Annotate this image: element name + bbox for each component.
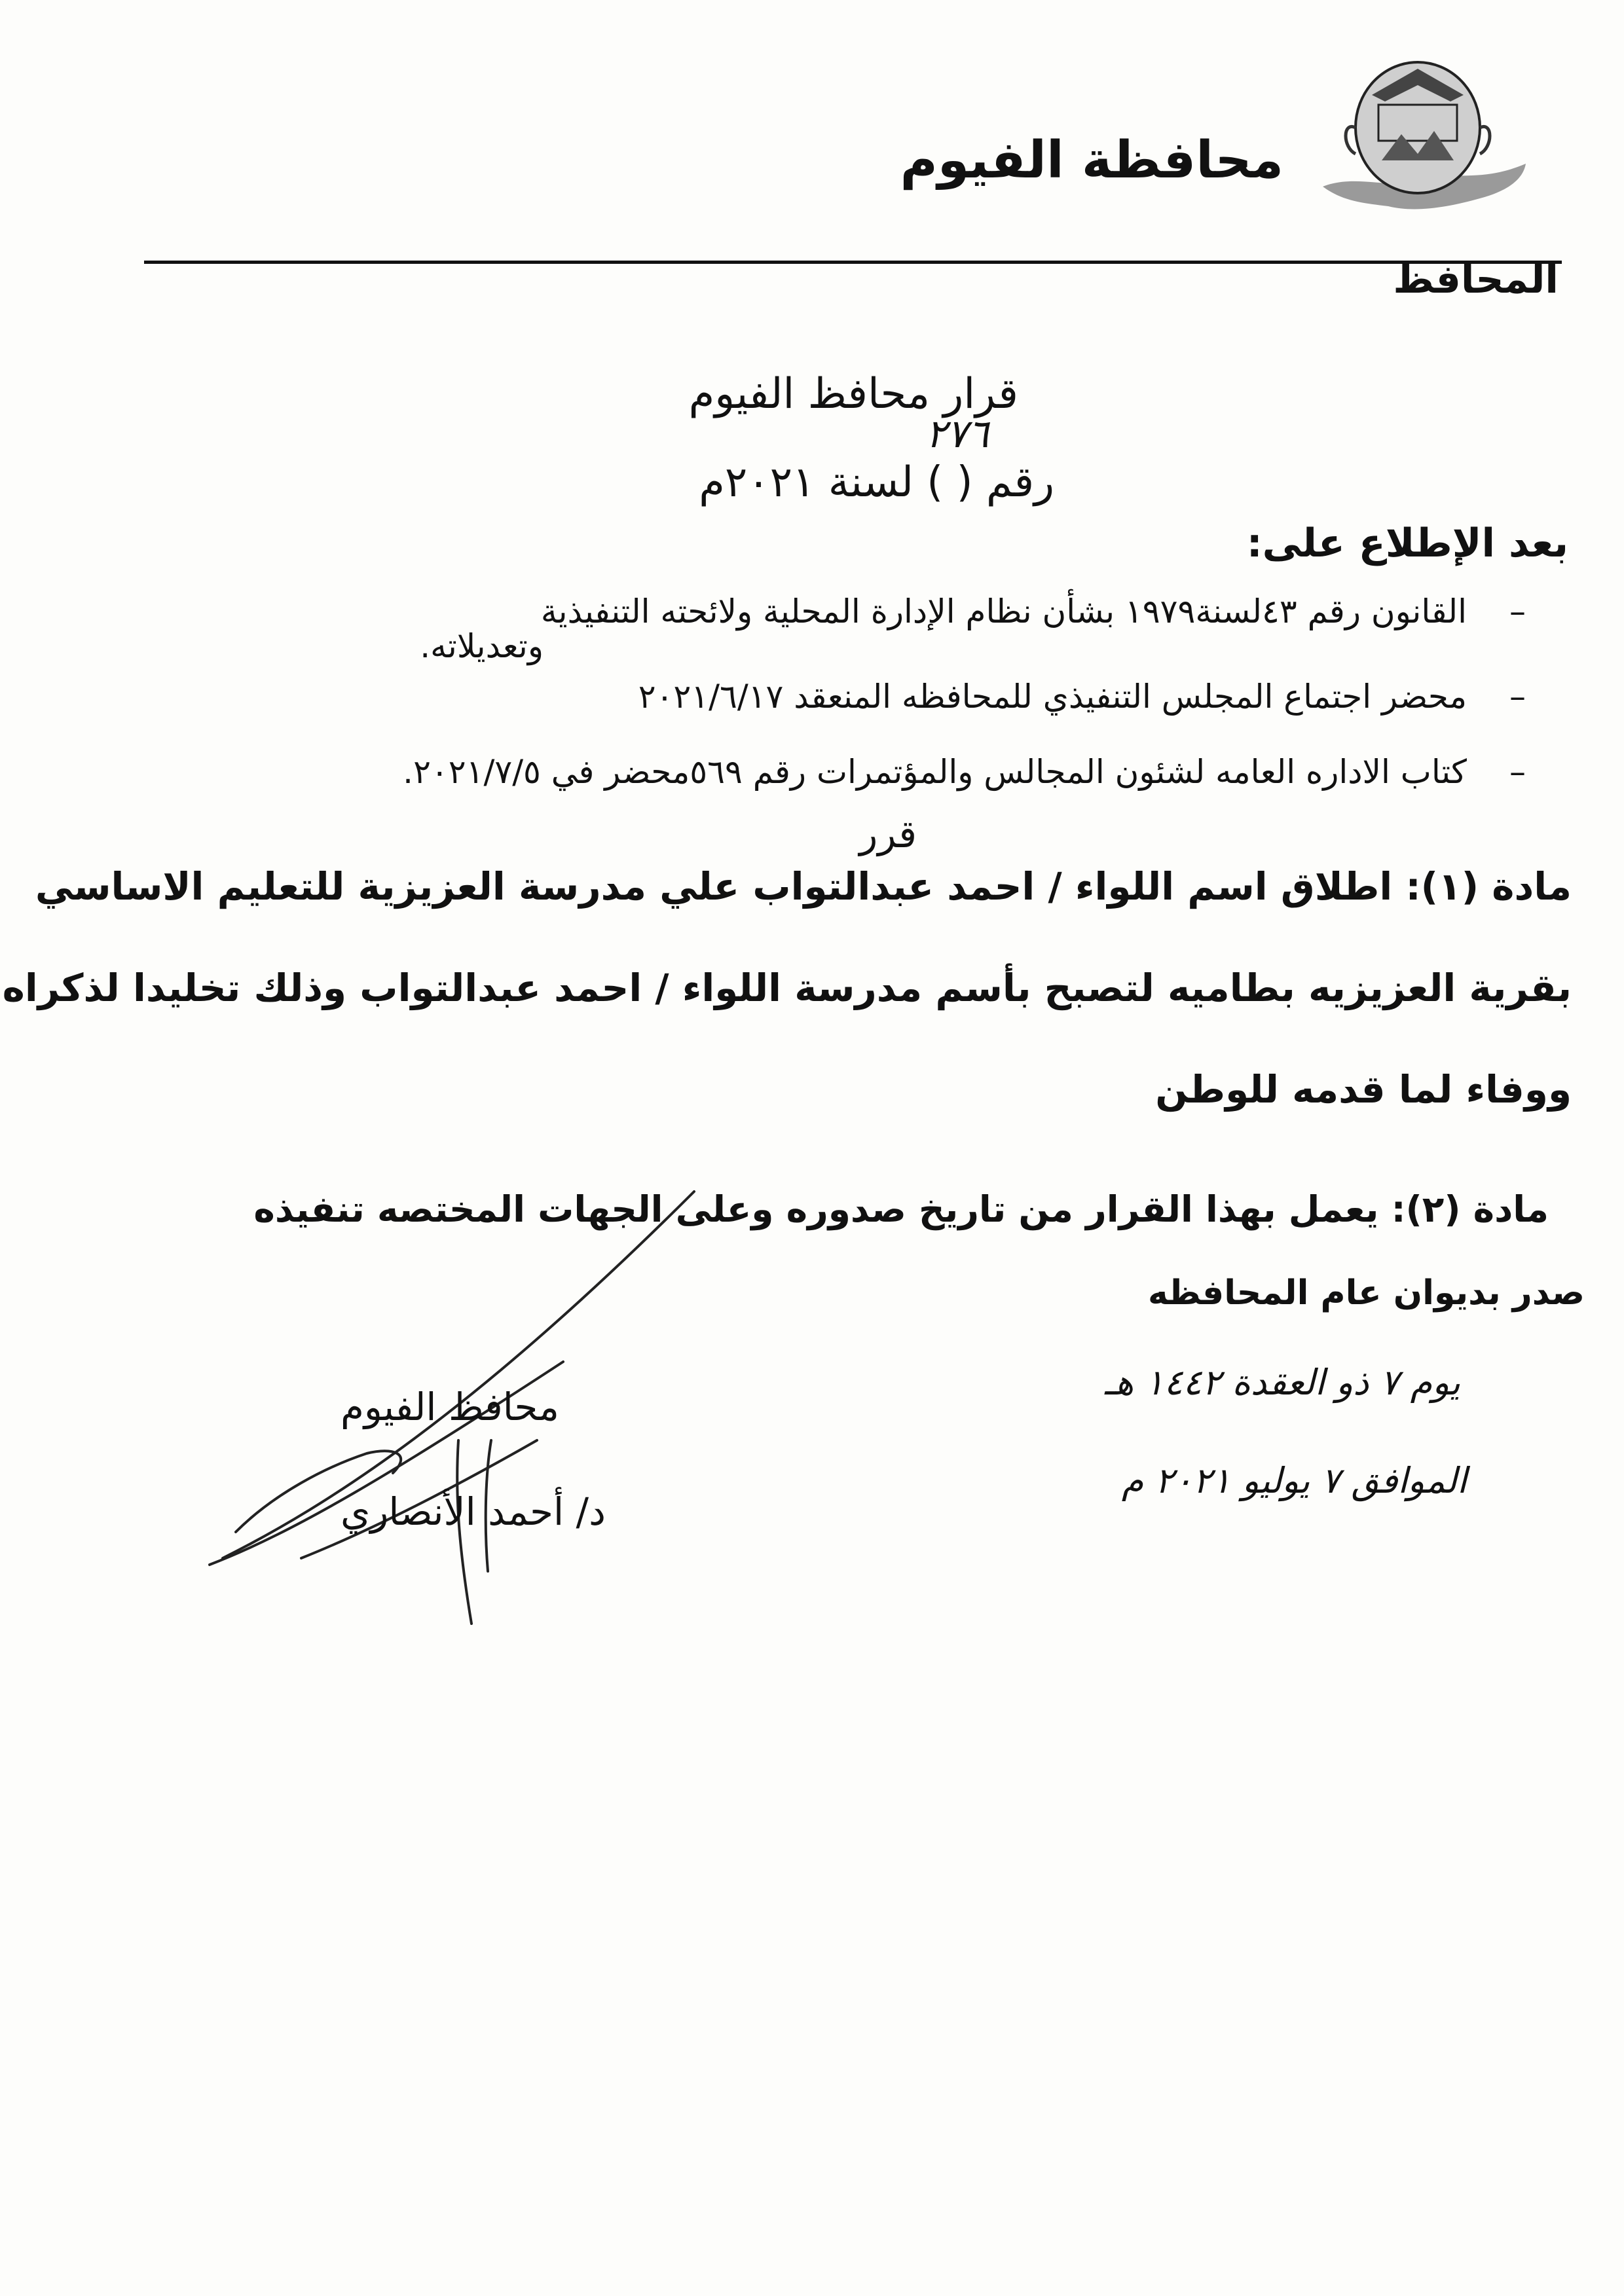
decree-title: قرار محافظ الفيوم bbox=[688, 370, 1018, 418]
signatory-title: محافظ الفيوم bbox=[341, 1385, 559, 1429]
reference-item-continuation: وتعديلاته. bbox=[420, 627, 544, 665]
decree-number-handwritten: ٢٧٦ bbox=[925, 411, 989, 457]
issuing-office: المحافظ bbox=[1393, 257, 1559, 302]
resolved-heading: قرر bbox=[859, 812, 917, 856]
list-bullet: – bbox=[1509, 678, 1526, 716]
reference-item: القانون رقم ٤٣لسنة١٩٧٩ بشأن نظام الإدارة المحلية ولائحته التنفيذية bbox=[540, 592, 1467, 630]
article-1-line: بقرية العزيزيه بطاميه لتصبح بأسم مدرسة اللواء / احمد عبدالتواب وذلك تخليدا لذكراه bbox=[2, 966, 1572, 1010]
governorate-emblem-logo bbox=[1316, 49, 1532, 219]
header-divider bbox=[144, 261, 1562, 264]
list-bullet: – bbox=[1509, 592, 1526, 630]
governorate-name: محافظة الفيوم bbox=[900, 131, 1283, 190]
article-1-line: ووفاء لما قدمه للوطن bbox=[1155, 1067, 1572, 1112]
decree-number-year-line: رقم ( ) لسنة ٢٠٢١م bbox=[699, 458, 1054, 507]
signatory-name: د/ أحمد الأنصاري bbox=[341, 1489, 606, 1534]
reference-item: كتاب الاداره العامه لشئون المجالس والمؤتمرات رقم ٥٦٩محضر في ٢٠٢١/٧/٥. bbox=[403, 753, 1467, 791]
article-1-line: مادة (١): اطلاق اسم اللواء / احمد عبدالتواب علي مدرسة العزيزية للتعليم الاساسي bbox=[35, 864, 1572, 909]
hijri-date: يوم ٧ ذو العقدة ١٤٤٢ هـ bbox=[1104, 1362, 1460, 1403]
reference-item: محضر اجتماع المجلس التنفيذي للمحافظه المنعقد ٢٠٢١/٦/١٧ bbox=[638, 678, 1467, 716]
list-bullet: – bbox=[1509, 753, 1526, 791]
preamble-intro: بعد الإطلاع على: bbox=[1246, 520, 1568, 566]
article-2-line: مادة (٢): يعمل بهذا القرار من تاريخ صدوره وعلى الجهات المختصه تنفيذه bbox=[253, 1188, 1549, 1230]
gregorian-date: الموافق ٧ يوليو ٢٠٢١ م bbox=[1121, 1460, 1467, 1501]
issued-at-line: صدر بديوان عام المحافظه bbox=[1147, 1273, 1585, 1313]
